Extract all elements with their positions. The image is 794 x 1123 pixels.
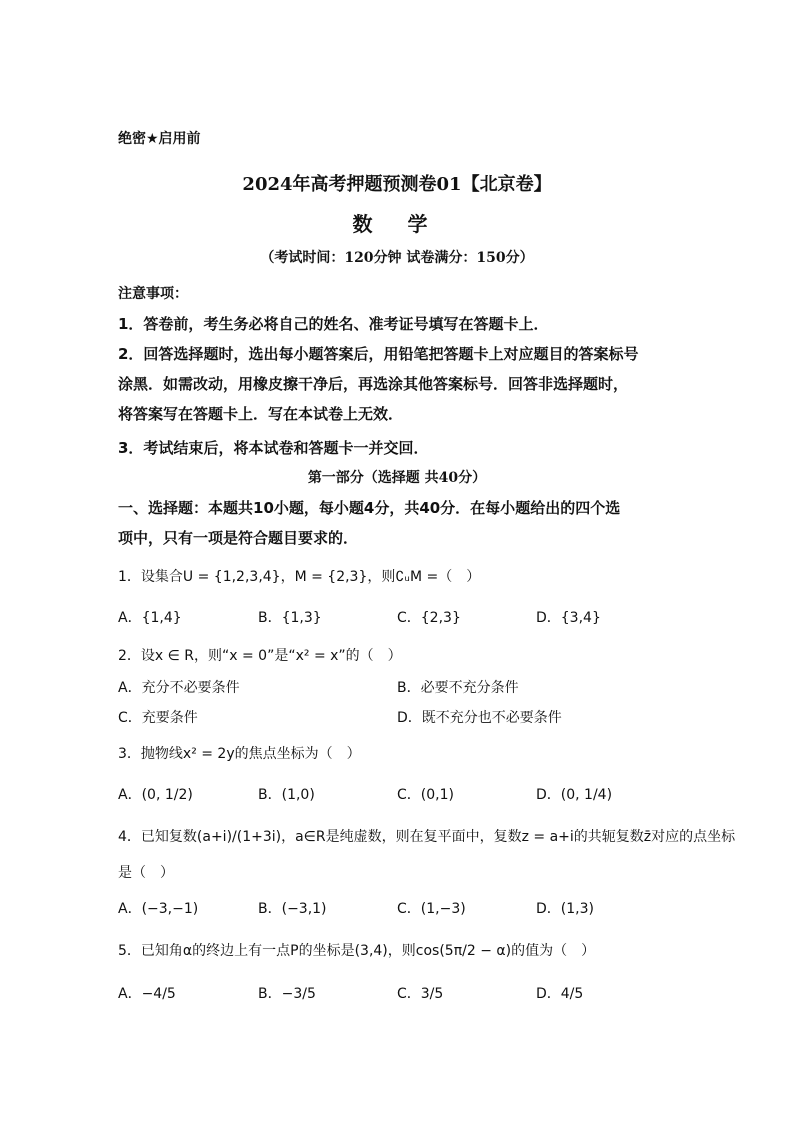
- note-item: 1．答卷前，考生务必将自己的姓名、准考证号填写在答题卡上．: [118, 315, 549, 333]
- q2-option-d: D．既不充分也不必要条件: [397, 710, 562, 726]
- q4-option-b: B．(−3,1): [258, 901, 327, 917]
- question-5-text: 5．已知角α的终边上有一点P的坐标是(3,4)，则cos(5π/2 − α)的值为（ ）: [118, 943, 596, 959]
- exam-info: （考试时间：120分钟 试卷满分：150分）: [260, 250, 534, 266]
- q1-option-d: D．{3,4}: [536, 610, 601, 626]
- q3-option-b: B．(1,0): [258, 787, 315, 803]
- question-3-text: 3．抛物线x² = 2y的焦点坐标为（ ）: [118, 746, 361, 762]
- q3-option-c: C．(0,1): [397, 787, 454, 803]
- page-title: 2024年高考押题预测卷01【北京卷】: [242, 174, 552, 195]
- note-item: 将答案写在答题卡上．写在本试卷上无效．: [118, 405, 404, 423]
- q1-option-c: C．{2,3}: [397, 610, 461, 626]
- q5-option-b: B．−3/5: [258, 986, 316, 1002]
- q5-option-c: C．3/5: [397, 986, 444, 1002]
- notes-heading: 注意事项：: [118, 286, 188, 302]
- question-2-text: 2．设x ∈ R，则“x = 0”是“x² = x”的（ ）: [118, 648, 402, 664]
- q2-option-c: C．充要条件: [118, 710, 198, 726]
- q4-option-c: C．(1,−3): [397, 901, 466, 917]
- question-1-text: 1．设集合U = {1,2,3,4}，M = {2,3}，则∁ᵤM =（ ）: [118, 569, 481, 585]
- q1-option-a: A．{1,4}: [118, 610, 182, 626]
- secret-label: 绝密★启用前: [118, 131, 201, 147]
- q3-option-d: D．(0, 1/4): [536, 787, 613, 803]
- note-item: 3．考试结束后，将本试卷和答题卡一并交回．: [118, 439, 429, 457]
- part-title: 第一部分（选择题 共40分）: [307, 470, 487, 486]
- note-item: 涂黑．如需改动，用橡皮擦干净后，再选涂其他答案标号．回答非选择题时，: [118, 375, 629, 393]
- question-4-text: 4．已知复数(a+i)/(1+3i)，a∈R是纯虚数，则在复平面中，复数z = a+i的共轭复数z̄对应的点坐标: [118, 829, 736, 845]
- note-item: 2．回答选择题时，选出每小题答案后，用铅笔把答题卡上对应题目的答案标号: [118, 345, 639, 363]
- q4-option-a: A．(−3,−1): [118, 901, 199, 917]
- q2-option-a: A．充分不必要条件: [118, 680, 240, 696]
- section-instruction: 一、选择题：本题共10小题，每小题4分，共40分．在每小题给出的四个选: [118, 499, 621, 517]
- section-instruction: 项中，只有一项是符合题目要求的．: [118, 529, 359, 547]
- subject-title: 数 学: [352, 212, 442, 236]
- q3-option-a: A．(0, 1/2): [118, 787, 193, 803]
- question-4-text-cont: 是（ ）: [118, 865, 174, 881]
- q2-option-b: B．必要不充分条件: [397, 680, 519, 696]
- q5-option-a: A．−4/5: [118, 986, 176, 1002]
- q1-option-b: B．{1,3}: [258, 610, 322, 626]
- q4-option-d: D．(1,3): [536, 901, 594, 917]
- q5-option-d: D．4/5: [536, 986, 584, 1002]
